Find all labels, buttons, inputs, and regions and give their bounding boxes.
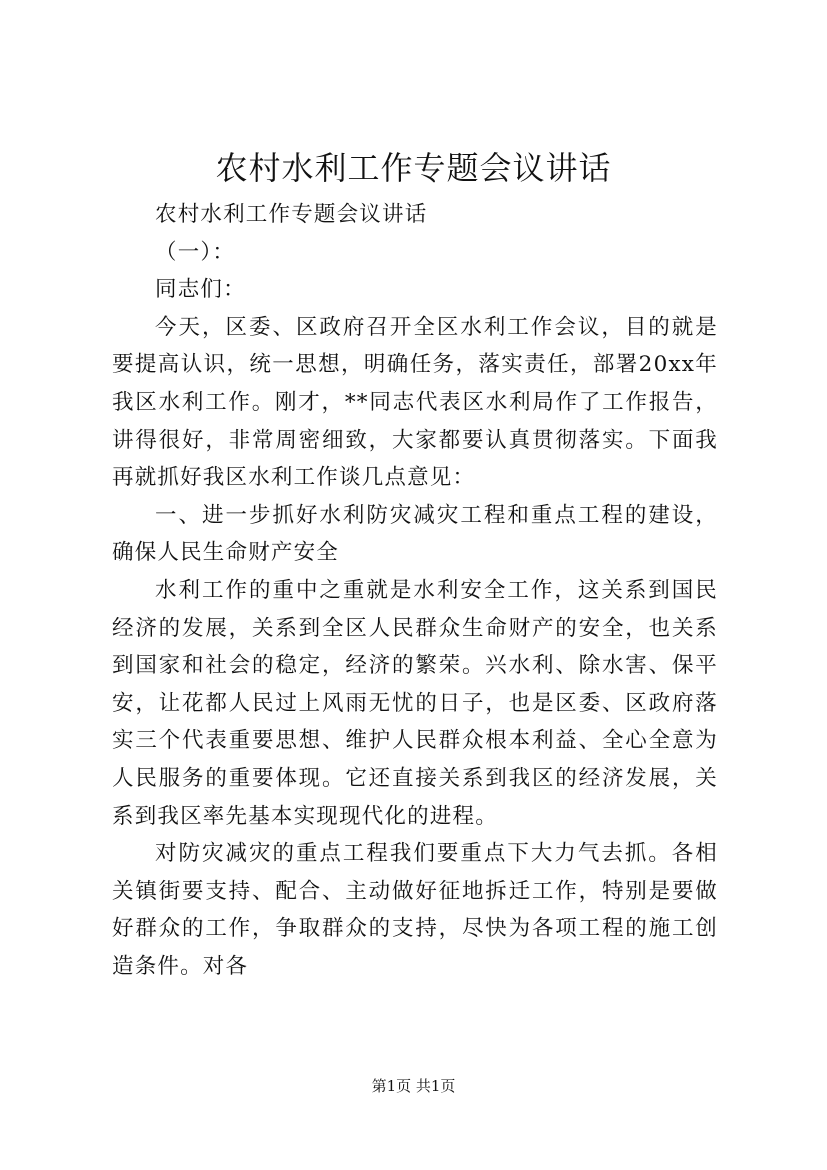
page-footer: 第1页 共1页 <box>371 1077 456 1095</box>
paragraph-subtitle: 农村水利工作专题会议讲话 <box>155 202 428 227</box>
document-title: 农村水利工作专题会议讲话 <box>215 149 612 187</box>
paragraph-salutation: 同志们： <box>155 277 246 303</box>
paragraph-body-2: 对防灾减灾的重点工程我们要重点下大力气去抓。各相关镇街要支持、配合、主动做好征地拆迁工作，特别是要做好群众的工作，争取群众的支持，尽快为各项工程的施工创造条件。对各 <box>112 841 718 979</box>
paragraph-heading-1: 一、进一步抓好水利防灾减灾工程和重点工程的建设，确保人民生命财产安全 <box>112 502 718 566</box>
paragraph-intro: 今天，区委、区政府召开全区水利工作会议，目的就是要提高认识，统一思想，明确任务，落实责任，部署20xx年我区水利工作。刚才，**同志代表区水利局作了工作报告，讲得很好，非常周密细致，大家都要认真贯彻落实。下面我再就抓好我区水利工作谈几点意见： <box>112 314 718 491</box>
paragraph-body-1: 水利工作的重中之重就是水利安全工作，这关系到国民经济的发展，关系到全区人民群众生命财产的安全，也关系到国家和社会的稳定，经济的繁荣。兴水利、除水害、保平安，让花都人民过上风雨无忧的日子，也是区委、区政府落实三个代表重要思想、维护人民群众根本利益、全心全意为人民服务的重要体现。它还直接关系到我区的经济发展，关系到我区率先基本实现现代化的进程。 <box>112 577 718 829</box>
paragraph-section-marker: （一）： <box>155 239 236 265</box>
document-body <box>112 196 718 985</box>
